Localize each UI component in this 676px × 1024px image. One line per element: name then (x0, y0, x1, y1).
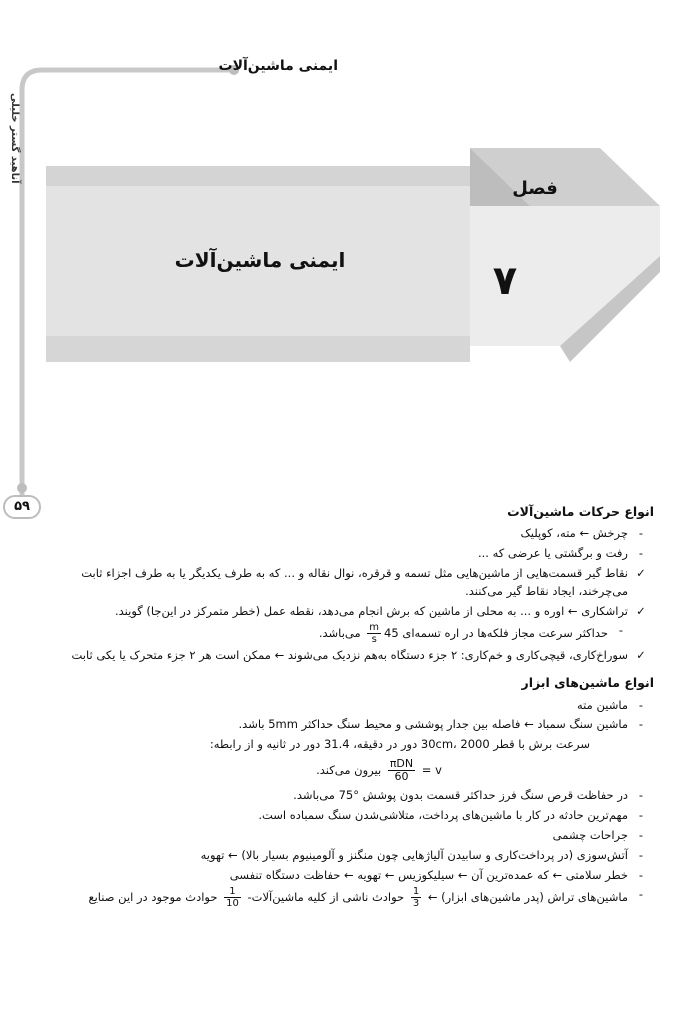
formula-after: بیرون می‌کند. (316, 763, 382, 778)
list-item (44, 827, 654, 845)
check-icon: ✓ (636, 648, 646, 663)
dash-bullet: - (638, 827, 644, 842)
fraction-one-third: $\frac{1}{3}$ (412, 886, 420, 910)
paragraph: سرعت برش با قطر 30cm، 2000 دور در دقیقه، 31.4 دور در ثانیه و از رابطه: (209, 737, 590, 752)
list-item (44, 565, 654, 601)
list-item (44, 697, 654, 715)
item-text: رفت و برگشتی یا عرضی که ... (477, 546, 628, 561)
dash-bullet: - (638, 546, 644, 561)
item-text: ماشین سنگ سمباد ← فاصله بین جدار پوششی و محیط سنگ حداکثر 5mm باشد. (238, 717, 628, 732)
speed-formula (44, 758, 654, 783)
item-text: نقاط گیر قسمت‌هایی از ماشین‌هایی مثل تسمه و قرقره، نوال نقاله و ... که به طرف یکدیگر یا به طرف اجزاء ثابت می‌چرخند، ایجاد نقاط گیر می‌کنند. (81, 566, 628, 598)
item-text-end: می‌باشد. (318, 626, 361, 641)
chapter-label: فصل (512, 178, 558, 199)
item-text: جراحات چشمی (552, 827, 628, 842)
dash-bullet: - (638, 717, 644, 732)
check-icon: ✓ (636, 566, 646, 580)
banner-top-strip (46, 166, 506, 186)
dash-bullet: - (618, 623, 624, 638)
list-item (44, 647, 654, 665)
main-content (44, 500, 654, 911)
list-item (44, 525, 654, 543)
list-item (44, 807, 654, 825)
chapter-title: ایمنی ماشین‌آلات (174, 248, 346, 272)
dash-bullet: - (638, 788, 644, 803)
dash-bullet: - (638, 887, 644, 902)
list-item (44, 787, 654, 805)
section-heading-tools: انواع ماشین‌های ابزار (521, 675, 654, 691)
formula-lhs: v = (421, 763, 442, 778)
item-text: ماشین مته (577, 697, 628, 712)
section-heading-movements: انواع حرکات ماشین‌آلات (507, 504, 654, 519)
dash-bullet: - (638, 808, 644, 823)
unit-fraction: $\frac{m}{s}$ (369, 622, 380, 646)
list-item (44, 886, 654, 909)
list-item (44, 716, 654, 734)
list-item (44, 622, 654, 645)
item-text: حداکثر سرعت مجاز فلکه‌ها در اره تسمه‌ای 45 (384, 626, 608, 641)
running-title: ایمنی ماشین‌آلات (218, 58, 338, 74)
sidebar-dot-bottom (17, 483, 27, 493)
dash-bullet: - (638, 526, 644, 541)
list-item (44, 867, 654, 885)
item-text: در حفاظت قرص سنگ فرز حداکثر قسمت بدون پوشش °75 می‌باشد. (293, 788, 628, 803)
formula-fraction: $\frac{\text{πDN}}{60}$ (389, 757, 414, 784)
dash-bullet: - (638, 847, 644, 862)
banner-bottom-band (46, 336, 470, 362)
check-icon: ✓ (636, 603, 646, 618)
item-text: آتش‌سوزی (در پرداخت‌کاری و سابیدن آلیاژهایی چون منگنز و آلومینیوم بسیار بالا) ← تهویه (200, 847, 628, 862)
item-text-mid: حوادث ناشی از کلیه ماشین‌آلات- (247, 890, 405, 905)
item-text: ماشین‌های تراش (پدر ماشین‌های ابزار) ← (427, 890, 628, 905)
item-text: تراشکاری ← اوره و ... به محلی از ماشین که برش انجام می‌دهد، نقطه عمل (خطر متمرکز در این‌جا) گویند. (114, 603, 628, 618)
fraction-one-tenth: $\frac{1}{10}$ (226, 886, 239, 910)
dash-bullet: - (638, 867, 644, 882)
item-text: خطر سلامتی ← که عمده‌ترین آن ← سیلیکوزیس ← تهویه ← حفاظت دستگاه تنفسی (229, 867, 628, 882)
side-author: آناهید گستر خلیلی (9, 92, 20, 184)
page-number: ۵۹ (14, 499, 30, 514)
dash-bullet: - (638, 697, 644, 712)
list-item (44, 847, 654, 865)
list-item (44, 545, 654, 563)
item-text-end: حوادث موجود در این صنایع (88, 890, 218, 905)
item-text: سوراخ‌کاری، قیچی‌کاری و خم‌کاری: ۲ جزء دستگاه به‌هم نزدیک می‌شوند ← ممکن است هر ۲ جزء متحرک یا یکی ثابت (71, 648, 628, 663)
item-text: چرخش ← مته، کوپلیک (520, 526, 628, 541)
item-text: مهم‌ترین حادثه در کار با ماشین‌های پرداخت، متلاشی‌شدن سنگ سمباده است. (258, 808, 628, 823)
list-item (44, 603, 654, 621)
chapter-number: ۷ (492, 258, 518, 304)
